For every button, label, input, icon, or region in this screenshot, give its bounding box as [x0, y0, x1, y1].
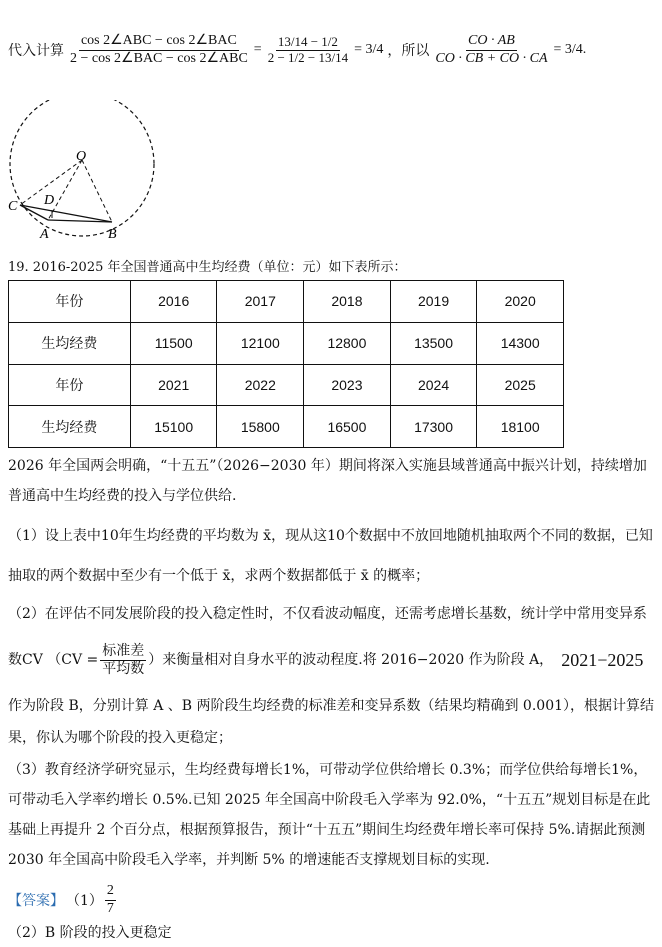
calc-prefix: 代入计算 — [8, 43, 64, 59]
cv-denominator: 平均数 — [102, 660, 145, 677]
circle-diagram — [0, 100, 170, 250]
table-cell: 2022 — [217, 364, 304, 406]
fraction-cos-denominator: 2 − cos 2∠BAC − cos 2∠ABC — [70, 50, 248, 66]
fraction-cos — [68, 33, 250, 66]
question-title: 19. 2016-2025 年全国普通高中生均经费（单位：元）如下表所示： — [8, 260, 407, 275]
table-cell: 16500 — [304, 406, 391, 448]
result-three-quarters: = 3/4 — [354, 42, 384, 57]
table-cell: 年份 — [9, 281, 131, 323]
table-row — [9, 322, 564, 364]
so-text: ，所以 — [387, 43, 430, 59]
table-cell: 12100 — [217, 322, 304, 364]
table-row — [9, 364, 564, 406]
context-line-1: 2026 年全国两会明确，“十五五”（2026−2030 年）期间将深入实施县域普通高中振兴计划，持续增加 — [8, 458, 647, 474]
table-cell: 11500 — [130, 322, 217, 364]
fraction-vector-denominator: CO · CB + CO · CA — [435, 50, 548, 66]
label-b: B — [108, 227, 117, 242]
subquestion-2-line-1: （2）在评估不同发展阶段的投入稳定性时，不仅看波动幅度，还需考虑增长基数，统计学中常用变异系 — [8, 606, 647, 622]
funding-table — [8, 280, 564, 448]
fraction-numeric — [266, 35, 350, 66]
table-cell: 14300 — [477, 322, 564, 364]
subquestion-3-line-2: 可带动毛入学率约增长 0.5%.已知 2025 年全国高中阶段毛入学率为 92.0%，“十五五”规划目标是在此 — [8, 792, 651, 808]
subquestion-1-line-2: 抽取的两个数据中至少有一个低于 x̄，求两个数据都低于 x̄ 的概率； — [8, 568, 430, 584]
table-cell: 2019 — [390, 281, 477, 323]
fraction-numeric-numerator: 13/14 − 1/2 — [277, 33, 338, 49]
subquestion-2-line-3: 作为阶段 B，分别计算 A 、B 两阶段生均经费的标准差和变异系数（结果均精确到 0.001），根据计算结 — [8, 698, 655, 714]
subquestion-2-line-2 — [8, 640, 658, 680]
label-d: D — [44, 193, 55, 208]
table-cell: 生均经费 — [9, 406, 131, 448]
cv-fraction — [100, 643, 146, 676]
line-ob — [82, 160, 112, 222]
answer-line-1 — [8, 882, 116, 918]
table-cell: 2024 — [390, 364, 477, 406]
answer-1-denominator: 7 — [106, 900, 114, 916]
calc-line — [8, 20, 586, 80]
table-row — [9, 406, 564, 448]
table-cell: 生均经费 — [9, 322, 131, 364]
answer-1-numerator: 2 — [105, 883, 116, 900]
answer-1-fraction — [105, 883, 116, 916]
table-cell: 15800 — [217, 406, 304, 448]
answer-tag: 【答案】 — [8, 893, 64, 909]
subquestion-2-line-4: 果，你认为哪个阶段的投入更稳定； — [8, 730, 232, 746]
table-cell: 15100 — [130, 406, 217, 448]
fraction-vector-numerator: CO · AB — [466, 33, 517, 50]
fraction-vector — [433, 33, 549, 66]
subquestion-3-line-4: 2030 年全国高中阶段毛入学率，并判断 5% 的增速能否支撑规划目标的实现. — [8, 852, 490, 868]
table-cell: 17300 — [390, 406, 477, 448]
line-cb — [20, 205, 112, 222]
table-cell: 2018 — [304, 281, 391, 323]
label-o: O — [76, 149, 87, 164]
cv-suffix: ）来衡量相对自身水平的波动程度.将 2016−2020 作为阶段 A， — [148, 652, 554, 668]
subquestion-1-line-1: （1）设上表中10年生均经费的平均数为 x̄，现从这10个数据中不放回地随机抽取两个不同的数据，已知 — [8, 528, 653, 544]
table-cell: 2025 — [477, 364, 564, 406]
stage-b-range: 2021−2025 — [561, 650, 644, 670]
answer-line-2: （2）B 阶段的投入更稳定 — [8, 925, 172, 941]
fraction-cos-numerator: cos 2∠ABC − cos 2∠BAC — [79, 33, 239, 50]
table-cell: 2020 — [477, 281, 564, 323]
table-cell: 12800 — [304, 322, 391, 364]
table-cell: 2017 — [217, 281, 304, 323]
table-row — [9, 281, 564, 323]
table-cell: 2023 — [304, 364, 391, 406]
table-cell: 2016 — [130, 281, 217, 323]
subquestion-3-line-3: 基础上再提升 2 个百分点，根据预算报告，预计“十五五”期间生均经费年增长率可保持 5%.请据此预测 — [8, 822, 646, 838]
context-line-2: 普通高中生均经费的投入与学位供给. — [8, 488, 237, 504]
answer-1-prefix: （1） — [66, 893, 103, 909]
cv-prefix: 数CV （CV = — [8, 652, 99, 668]
subquestion-3-line-1: （3）教育经济学研究显示，生均经费每增长1%，可带动学位供给增长 0.3%；而学位供给每增长1%， — [8, 762, 648, 778]
table-cell: 13500 — [390, 322, 477, 364]
cv-numerator: 标准差 — [102, 643, 145, 660]
dashed-circle — [10, 100, 154, 236]
table-cell: 年份 — [9, 364, 131, 406]
fraction-numeric-denominator: 2 − 1/2 − 13/14 — [267, 49, 349, 65]
table-cell: 2021 — [130, 364, 217, 406]
equals-sign: = — [253, 42, 262, 57]
label-a: A — [40, 227, 49, 242]
table-cell: 18100 — [477, 406, 564, 448]
label-c: C — [8, 199, 18, 214]
vector-result: = 3/4. — [553, 42, 587, 57]
